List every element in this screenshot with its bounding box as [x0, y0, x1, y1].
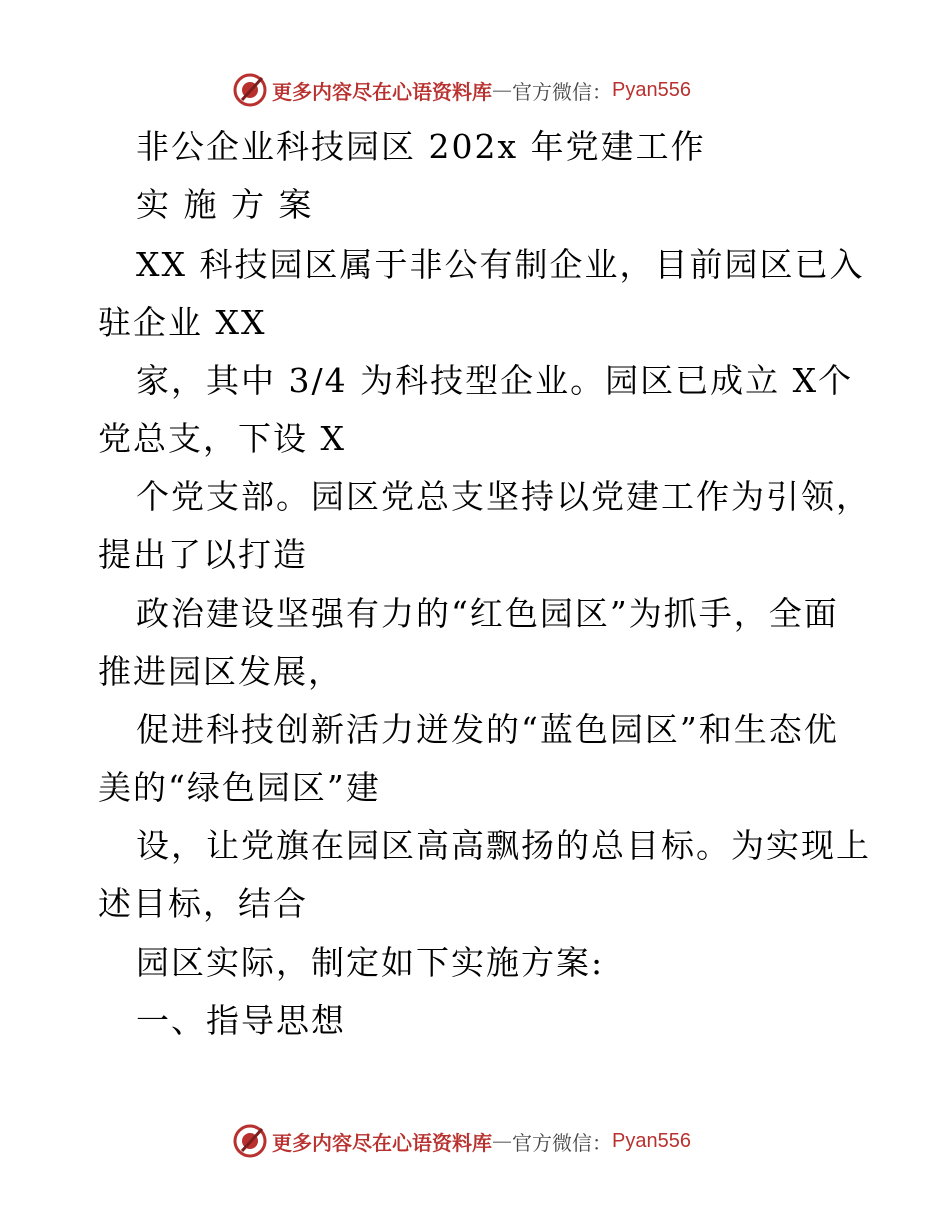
paragraph-line: 述目标，结合 — [98, 884, 308, 923]
watermark-wechat-label: 官方微信： — [512, 1130, 612, 1155]
paragraph-line: 园区实际，制定如下实施方案: — [136, 943, 605, 982]
watermark-separator: — — [492, 1129, 512, 1153]
paragraph-line: 家，其中 3/4 为科技型企业。园区已成立 X个 — [136, 361, 854, 400]
brand-logo-icon — [232, 72, 268, 108]
paragraph-line: 驻企业 XX — [98, 303, 267, 342]
paragraph-line: 政治建设坚强有力的“红色园区”为抓手，全面 — [136, 594, 839, 633]
watermark-wechat-id: Pyan556 — [612, 1129, 691, 1152]
section-heading: 一、指导思想 — [136, 1001, 346, 1040]
watermark-brand-text: 更多内容尽在心语资料库 — [272, 79, 492, 104]
paragraph-line: 推进园区发展， — [98, 652, 343, 691]
paragraph-line: XX 科技园区属于非公有制企业，目前园区已入 — [136, 245, 865, 284]
paragraph-line: 个党支部。园区党总支坚持以党建工作为引领， — [136, 477, 871, 516]
paragraph-line: 美的“绿色园区”建 — [98, 768, 381, 807]
document-title-line2: 实 施 方 案 — [136, 185, 314, 224]
watermark-separator: — — [492, 78, 512, 102]
watermark-wechat-id: Pyan556 — [612, 78, 691, 101]
document-title-line1: 非公企业科技园区 202x 年党建工作 — [136, 127, 706, 166]
paragraph-line: 提出了以打造 — [98, 535, 308, 574]
watermark-brand-text: 更多内容尽在心语资料库 — [272, 1130, 492, 1155]
paragraph-line: 党总支，下设 X — [98, 419, 346, 458]
header-watermark — [232, 70, 732, 110]
paragraph-line: 设，让党旗在园区高高飘扬的总目标。为实现上 — [136, 826, 871, 865]
paragraph-line: 促进科技创新活力迸发的“蓝色园区”和生态优 — [136, 710, 839, 749]
brand-logo-icon — [232, 1123, 268, 1159]
footer-watermark — [232, 1121, 732, 1161]
watermark-wechat-label: 官方微信： — [512, 79, 612, 104]
